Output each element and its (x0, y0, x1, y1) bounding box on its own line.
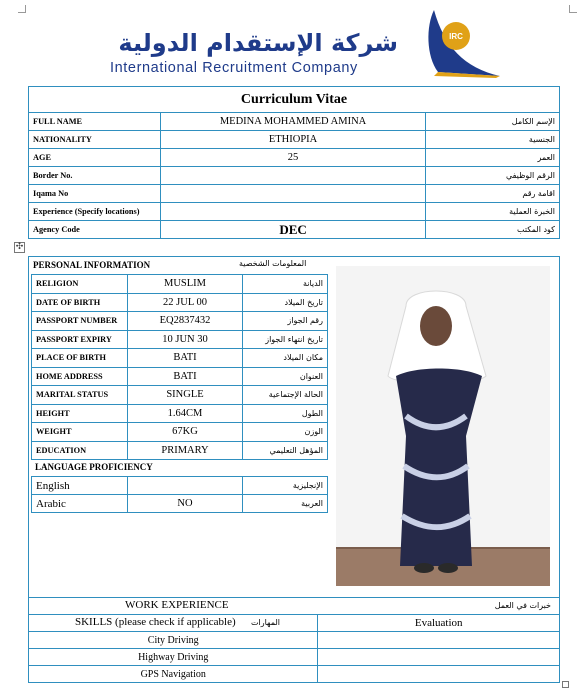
row-label-arabic: كود المكتب (426, 221, 560, 239)
cv-row-age (29, 149, 560, 167)
skill-name: City Driving (29, 632, 318, 649)
skill-row (29, 666, 560, 683)
pi-row-weight (32, 423, 328, 442)
row-label-arabic: اقامة رقم (426, 185, 560, 203)
row-label: Experience (Specify locations) (29, 203, 161, 221)
height-value: 1.64CM (127, 404, 243, 423)
personal-info-title: PERSONAL INFORMATION (33, 260, 151, 270)
pi-row-education (32, 441, 328, 460)
row-label: RELIGION (32, 275, 128, 294)
row-label: PASSPORT NUMBER (32, 312, 128, 331)
work-experience-title-arabic: خبرات في العمل (494, 601, 551, 610)
personal-info-section (28, 256, 560, 598)
religion-value: MUSLIM (127, 275, 243, 294)
company-header (0, 0, 583, 82)
pi-row-passport-expiry (32, 330, 328, 349)
language-proficiency-title: LANGUAGE PROFICIENCY (35, 462, 153, 472)
age-value: 25 (160, 149, 425, 167)
row-label: HEIGHT (32, 404, 128, 423)
row-label: DATE OF BIRTH (32, 293, 128, 312)
row-label-arabic: الإسم الكامل (426, 113, 560, 131)
language-name-arabic: الإنجليزية (243, 477, 328, 495)
row-label-arabic: تاريخ انتهاء الجواز (243, 330, 328, 349)
lang-row-english (32, 477, 328, 495)
cv-row-iqama-no (29, 185, 560, 203)
cv-summary-table (28, 86, 560, 239)
education-value: PRIMARY (127, 441, 243, 460)
passport-expiry-value: 10 JUN 30 (127, 330, 243, 349)
language-table (31, 476, 328, 513)
border-no-value (160, 167, 425, 185)
cv-row-border-no (29, 167, 560, 185)
row-label: MARITAL STATUS (32, 386, 128, 405)
skill-name: Highway Driving (29, 649, 318, 666)
cv-row-full-name (29, 113, 560, 131)
row-label-arabic: الحالة الإجتماعية (243, 386, 328, 405)
experience-value (160, 203, 425, 221)
skill-row (29, 649, 560, 666)
weight-value: 67KG (127, 423, 243, 442)
row-label-arabic: الديانة (243, 275, 328, 294)
row-label: NATIONALITY (29, 131, 161, 149)
row-label-arabic: الوزن (243, 423, 328, 442)
personal-info-title-arabic: المعلومات الشخصية (239, 259, 307, 268)
skills-label: SKILLS (please check if applicable) (75, 616, 236, 628)
personal-info-header (29, 257, 329, 275)
row-label-arabic: الجنسية (426, 131, 560, 149)
english-level-value (127, 477, 243, 495)
skill-evaluation-cell[interactable] (318, 649, 560, 666)
company-name-english: International Recruitment Company (110, 60, 358, 76)
work-experience-row (29, 598, 560, 615)
cv-row-agency-code (29, 221, 560, 239)
language-name-arabic: العربية (243, 495, 328, 513)
skill-evaluation-cell[interactable] (318, 632, 560, 649)
skills-header-row (29, 615, 560, 632)
pi-row-dob (32, 293, 328, 312)
skills-label-arabic: المهارات (251, 618, 281, 627)
cv-row-nationality (29, 131, 560, 149)
passport-number-value: EQ2837432 (127, 312, 243, 331)
language-name: English (32, 477, 128, 495)
home-address-value: BATI (127, 367, 243, 386)
row-label-arabic: الطول (243, 404, 328, 423)
arabic-level-value: NO (127, 495, 243, 513)
language-name: Arabic (32, 495, 128, 513)
pi-row-marital-status (32, 386, 328, 405)
nationality-value: ETHIOPIA (160, 131, 425, 149)
table-resize-handle-icon[interactable] (562, 681, 569, 688)
row-label: PLACE OF BIRTH (32, 349, 128, 368)
row-label-arabic: المؤهل التعليمي (243, 441, 328, 460)
row-label: Iqama No (29, 185, 161, 203)
skill-name: GPS Navigation (29, 666, 318, 683)
iqama-no-value (160, 185, 425, 203)
pi-row-place-of-birth (32, 349, 328, 368)
skill-row (29, 632, 560, 649)
cv-title: Curriculum Vitae (29, 87, 560, 113)
company-logo-icon (404, 6, 504, 78)
work-experience-cell (29, 598, 560, 615)
row-label-arabic: الخبرة العملية (426, 203, 560, 221)
dob-value: 22 JUL 00 (127, 293, 243, 312)
work-experience-title: WORK EXPERIENCE (125, 599, 229, 611)
row-label-arabic: الرقم الوظيفي (426, 167, 560, 185)
place-of-birth-value: BATI (127, 349, 243, 368)
pi-row-religion (32, 275, 328, 294)
evaluation-header: Evaluation (318, 615, 560, 632)
row-label: FULL NAME (29, 113, 161, 131)
skills-header-cell (29, 615, 318, 632)
company-name-arabic: شركة الإستقدام الدولية (118, 29, 398, 57)
row-label-arabic: العمر (426, 149, 560, 167)
table-move-handle-icon[interactable]: ✣ (15, 242, 24, 252)
work-experience-table (28, 597, 560, 683)
row-label-arabic: العنوان (243, 367, 328, 386)
pi-row-home-address (32, 367, 328, 386)
marital-status-value: SINGLE (127, 386, 243, 405)
row-label: Agency Code (29, 221, 161, 239)
skill-evaluation-cell[interactable] (318, 666, 560, 683)
row-label: PASSPORT EXPIRY (32, 330, 128, 349)
full-name-value: MEDINA MOHAMMED AMINA (160, 113, 425, 131)
row-label: WEIGHT (32, 423, 128, 442)
logo-badge-text: IRC (449, 32, 463, 41)
row-label-arabic: رقم الجواز (243, 312, 328, 331)
row-label-arabic: تاريخ الميلاد (243, 293, 328, 312)
agency-code-value: DEC (160, 221, 425, 239)
row-label: AGE (29, 149, 161, 167)
candidate-photo (336, 266, 550, 586)
pi-row-height (32, 404, 328, 423)
lang-row-arabic (32, 495, 328, 513)
row-label: HOME ADDRESS (32, 367, 128, 386)
cv-row-experience (29, 203, 560, 221)
row-label: Border No. (29, 167, 161, 185)
row-label: EDUCATION (32, 441, 128, 460)
row-label-arabic: مكان الميلاد (243, 349, 328, 368)
pi-row-passport-number (32, 312, 328, 331)
personal-info-table (31, 274, 328, 460)
